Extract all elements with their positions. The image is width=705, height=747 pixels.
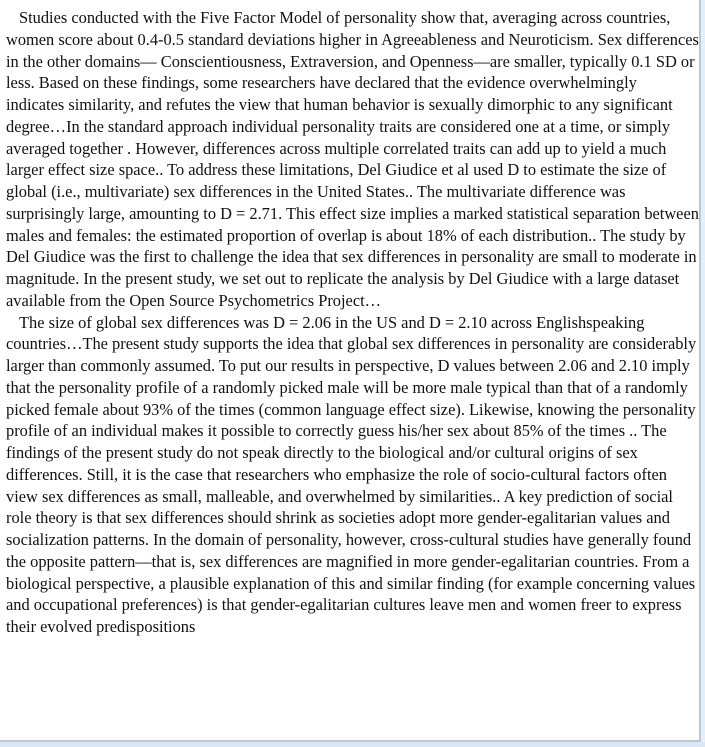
page-gutter bbox=[0, 742, 705, 747]
document-text-body bbox=[6, 7, 699, 638]
paragraph-1: Studies conducted with the Five Factor Model of personality show that, averaging across countries, women score about 0.4-0.5 standard deviations higher in Agreeableness and Neuroticism. Sex differences in the other domains— Conscientiousness, Extraversion, and Openness—are smaller, typically 0.1 SD or less. Based on these findings, some researchers have declared that the evidence overwhelmingly indicates similarity, and refutes the view that human behavior is sexually dimorphic to any significant degree…In the standard approach individual personality traits are considered one at a time, or simply averaged together . However, differences across multiple correlated traits can add up to yield a much larger effect size space.. To address these limitations, Del Giudice et al used D to estimate the size of global (i.e., multivariate) sex differences in the United States.. The multivariate difference was surprisingly large, amounting to D = 2.71. This effect size implies a marked statistical separation between males and females: the estimated proportion of overlap is about 18% of each distribution.. The study by Del Giudice was the first to challenge the idea that sex differences in personality are small to moderate in magnitude. In the present study, we set out to replicate the analysis by Del Giudice with a large dataset available from the Open Source Psychometrics Project… bbox=[6, 8, 699, 310]
paragraph-2: The size of global sex differences was D = 2.06 in the US and D = 2.10 across Englishspeaking countries…The present study supports the idea that global sex differences in personality are considerably larger than commonly assumed. To put our results in perspective, D values between 2.06 and 2.10 imply that the personality profile of a randomly picked male will be more male typical than that of a randomly picked female about 93% of the times (common language effect size). Likewise, knowing the personality profile of an individual makes it possible to correctly guess his/her sex about 85% of the times .. The findings of the present study do not speak directly to the biological and/or cultural origins of sex differences. Still, it is the case that researchers who emphasize the role of socio-cultural factors often view sex differences as small, malleable, and overwhelmed by similarities.. A key prediction of social role theory is that sex differences should shrink as societies adopt more gender-egalitarian values and socialization patterns. In the domain of personality, however, cross-cultural studies have generally found the opposite pattern—that is, sex differences are magnified in more gender-egalitarian countries. From a biological perspective, a plausible explanation of this and similar finding (for example concerning values and occupational preferences) is that gender-egalitarian cultures leave men and women freer to express their evolved predispositions bbox=[6, 312, 697, 636]
